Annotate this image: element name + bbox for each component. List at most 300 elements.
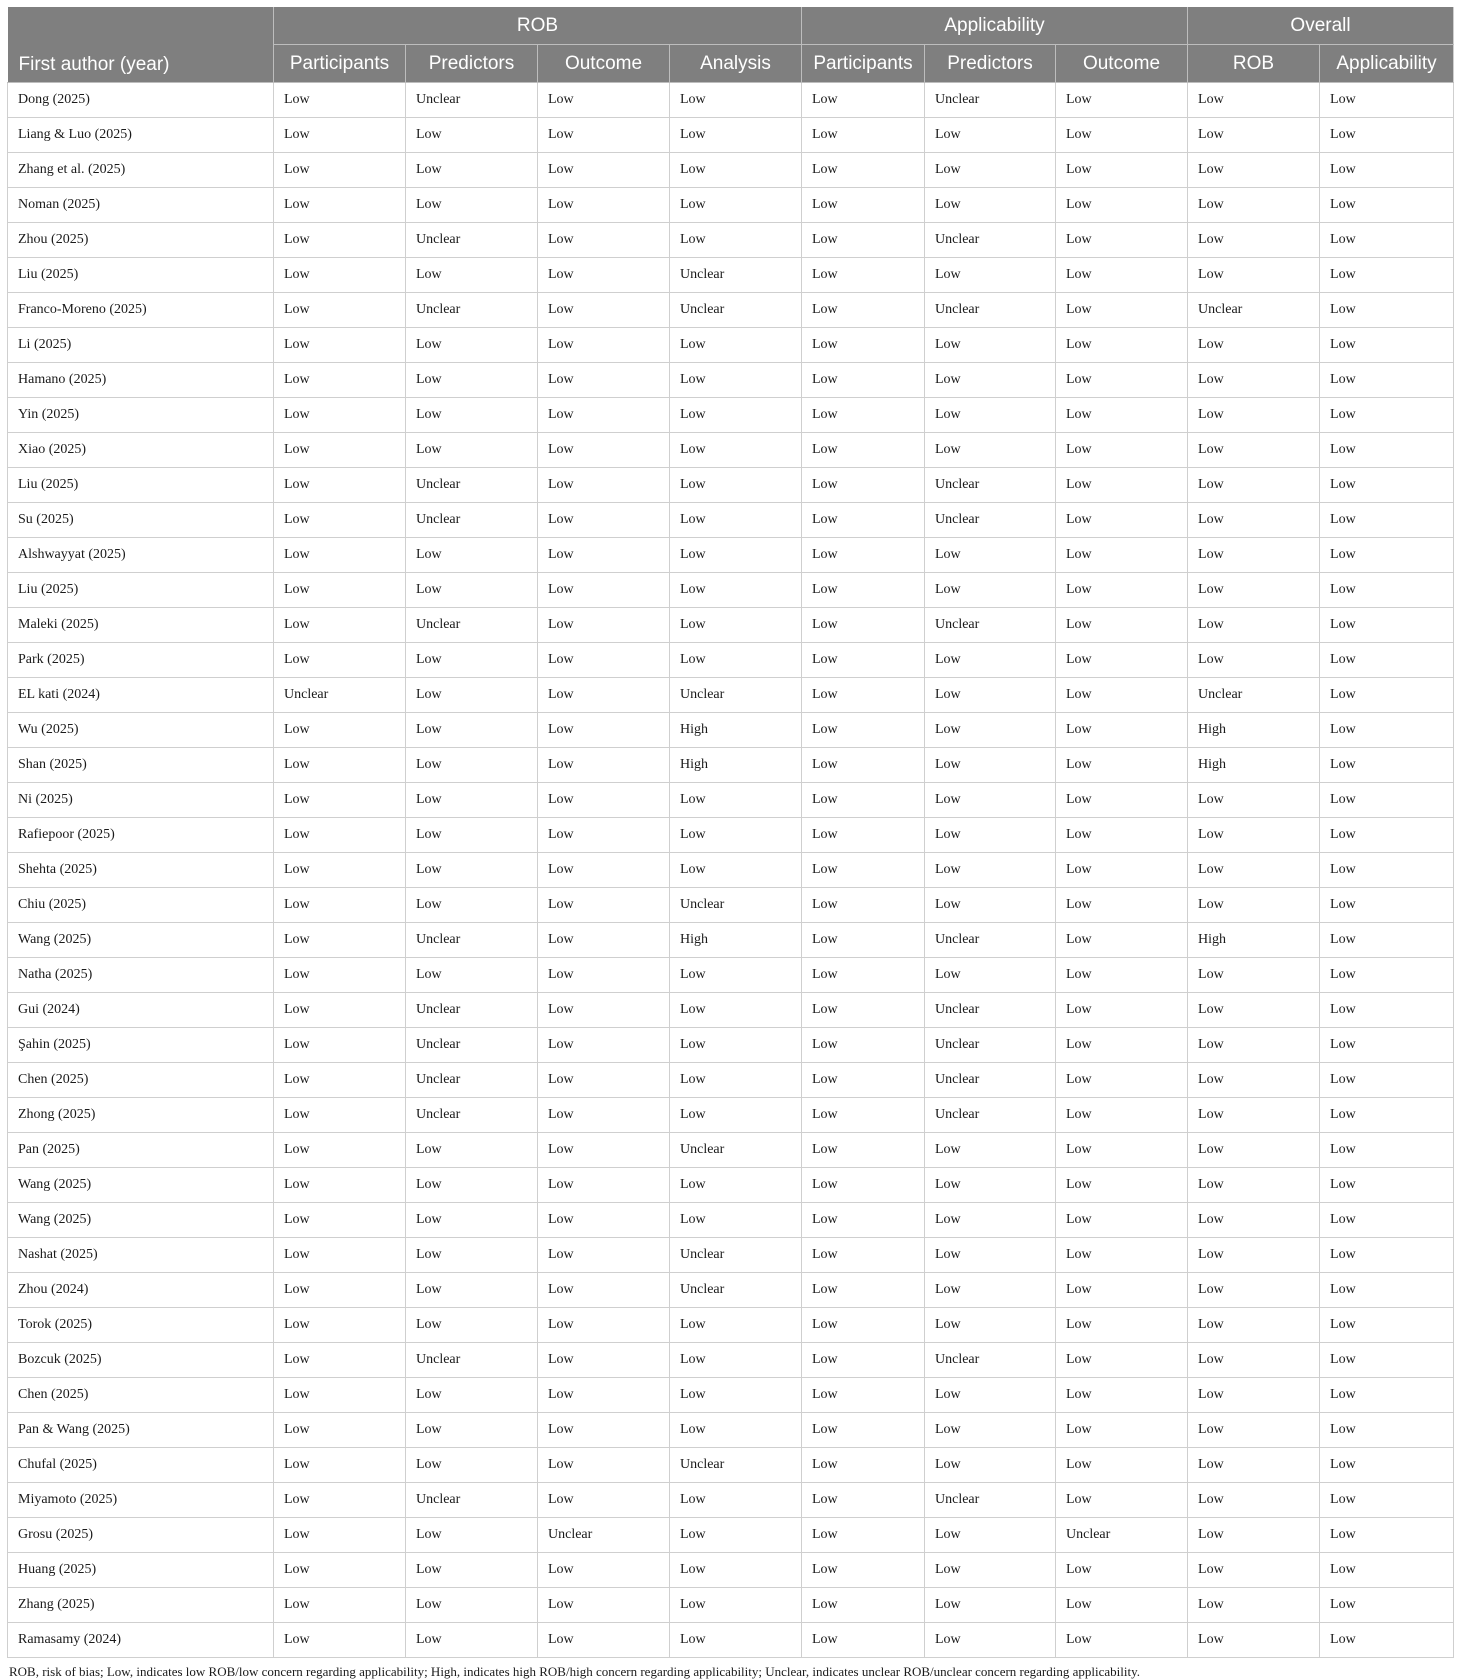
table-row [8, 258, 1454, 293]
cell-overall-applicability: Low [1320, 643, 1454, 678]
table-row [8, 678, 1454, 713]
cell-app-participants: Low [802, 1378, 925, 1413]
cell-rob-analysis: Low [670, 118, 802, 153]
table-row [8, 223, 1454, 258]
cell-overall-applicability: Low [1320, 1413, 1454, 1448]
cell-overall-applicability: Low [1320, 328, 1454, 363]
cell-overall-applicability: Low [1320, 888, 1454, 923]
cell-rob-analysis: Low [670, 1063, 802, 1098]
cell-app-predictors: Low [925, 643, 1056, 678]
cell-rob-participants: Low [274, 538, 406, 573]
cell-overall-applicability: Low [1320, 783, 1454, 818]
cell-rob-predictors: Low [406, 748, 538, 783]
cell-app-predictors: Unclear [925, 1028, 1056, 1063]
cell-rob-analysis: Low [670, 1413, 802, 1448]
table-row [8, 1168, 1454, 1203]
cell-app-participants: Low [802, 433, 925, 468]
table-row [8, 1343, 1454, 1378]
cell-rob-analysis: Low [670, 223, 802, 258]
cell-app-predictors: Low [925, 188, 1056, 223]
cell-rob-participants: Low [274, 818, 406, 853]
cell-app-predictors: Low [925, 888, 1056, 923]
table-row [8, 958, 1454, 993]
cell-first-author: Noman (2025) [8, 188, 274, 223]
cell-app-participants: Low [802, 853, 925, 888]
cell-overall-rob: Low [1188, 1588, 1320, 1623]
cell-app-predictors: Low [925, 1553, 1056, 1588]
cell-overall-rob: Low [1188, 363, 1320, 398]
cell-rob-participants: Low [274, 293, 406, 328]
cell-first-author: Shan (2025) [8, 748, 274, 783]
cell-rob-outcome: Low [538, 1623, 670, 1658]
cell-overall-applicability: Low [1320, 118, 1454, 153]
cell-app-outcome: Low [1056, 83, 1188, 118]
cell-rob-outcome: Low [538, 853, 670, 888]
cell-rob-outcome: Low [538, 958, 670, 993]
cell-app-outcome: Low [1056, 1098, 1188, 1133]
cell-overall-applicability: Low [1320, 503, 1454, 538]
cell-rob-predictors: Unclear [406, 1063, 538, 1098]
cell-rob-participants: Low [274, 1343, 406, 1378]
cell-first-author: Zhong (2025) [8, 1098, 274, 1133]
cell-first-author: Xiao (2025) [8, 433, 274, 468]
cell-first-author: Zhang (2025) [8, 1588, 274, 1623]
table-row [8, 1518, 1454, 1553]
table-row [8, 1378, 1454, 1413]
cell-overall-rob: Low [1188, 1623, 1320, 1658]
cell-overall-rob: Low [1188, 888, 1320, 923]
cell-app-outcome: Unclear [1056, 1518, 1188, 1553]
cell-rob-analysis: Unclear [670, 1448, 802, 1483]
cell-rob-analysis: Low [670, 1098, 802, 1133]
cell-app-participants: Low [802, 1448, 925, 1483]
cell-rob-predictors: Low [406, 1238, 538, 1273]
cell-overall-rob: Low [1188, 538, 1320, 573]
cell-overall-applicability: Low [1320, 608, 1454, 643]
cell-rob-participants: Low [274, 83, 406, 118]
cell-app-participants: Low [802, 678, 925, 713]
cell-rob-predictors: Low [406, 363, 538, 398]
cell-overall-rob: Low [1188, 398, 1320, 433]
cell-app-participants: Low [802, 1168, 925, 1203]
cell-overall-rob: Low [1188, 958, 1320, 993]
cell-app-outcome: Low [1056, 433, 1188, 468]
cell-first-author: Chen (2025) [8, 1063, 274, 1098]
cell-rob-predictors: Unclear [406, 923, 538, 958]
cell-rob-participants: Low [274, 608, 406, 643]
cell-rob-outcome: Low [538, 643, 670, 678]
cell-overall-applicability: Low [1320, 853, 1454, 888]
cell-app-outcome: Low [1056, 1413, 1188, 1448]
cell-overall-applicability: Low [1320, 1028, 1454, 1063]
cell-app-predictors: Unclear [925, 1098, 1056, 1133]
cell-first-author: Yin (2025) [8, 398, 274, 433]
cell-rob-analysis: Low [670, 1343, 802, 1378]
cell-app-predictors: Low [925, 1168, 1056, 1203]
cell-first-author: Grosu (2025) [8, 1518, 274, 1553]
cell-rob-predictors: Low [406, 1308, 538, 1343]
cell-overall-applicability: Low [1320, 1343, 1454, 1378]
cell-rob-analysis: Low [670, 1203, 802, 1238]
cell-overall-rob: Low [1188, 1343, 1320, 1378]
cell-overall-applicability: Low [1320, 1063, 1454, 1098]
cell-app-participants: Low [802, 538, 925, 573]
cell-first-author: Miyamoto (2025) [8, 1483, 274, 1518]
cell-rob-outcome: Low [538, 223, 670, 258]
cell-rob-predictors: Low [406, 1588, 538, 1623]
cell-overall-rob: Low [1188, 993, 1320, 1028]
header-overall-rob: ROB [1188, 45, 1320, 83]
cell-rob-predictors: Unclear [406, 1343, 538, 1378]
cell-overall-applicability: Low [1320, 993, 1454, 1028]
cell-app-outcome: Low [1056, 1168, 1188, 1203]
table-row [8, 468, 1454, 503]
cell-rob-outcome: Low [538, 783, 670, 818]
cell-app-participants: Low [802, 1553, 925, 1588]
table-row [8, 153, 1454, 188]
cell-overall-applicability: Low [1320, 1273, 1454, 1308]
cell-rob-predictors: Low [406, 818, 538, 853]
cell-app-predictors: Unclear [925, 503, 1056, 538]
cell-rob-participants: Unclear [274, 678, 406, 713]
table-body [8, 83, 1454, 1658]
cell-rob-analysis: High [670, 748, 802, 783]
cell-overall-rob: Low [1188, 643, 1320, 678]
cell-rob-outcome: Low [538, 1448, 670, 1483]
cell-rob-analysis: Low [670, 188, 802, 223]
cell-rob-outcome: Low [538, 328, 670, 363]
cell-first-author: Shehta (2025) [8, 853, 274, 888]
table-row [8, 363, 1454, 398]
cell-app-participants: Low [802, 643, 925, 678]
cell-rob-outcome: Low [538, 1273, 670, 1308]
cell-overall-applicability: Low [1320, 1553, 1454, 1588]
cell-overall-applicability: Low [1320, 1378, 1454, 1413]
cell-first-author: Ramasamy (2024) [8, 1623, 274, 1658]
cell-overall-rob: Low [1188, 118, 1320, 153]
cell-app-predictors: Unclear [925, 1343, 1056, 1378]
cell-rob-outcome: Low [538, 363, 670, 398]
cell-app-predictors: Unclear [925, 993, 1056, 1028]
cell-rob-outcome: Low [538, 993, 670, 1028]
cell-rob-outcome: Low [538, 1413, 670, 1448]
cell-rob-analysis: Unclear [670, 1133, 802, 1168]
cell-rob-predictors: Low [406, 888, 538, 923]
cell-first-author: Zhang et al. (2025) [8, 153, 274, 188]
cell-rob-outcome: Low [538, 1308, 670, 1343]
cell-app-participants: Low [802, 1028, 925, 1063]
cell-rob-participants: Low [274, 1623, 406, 1658]
cell-rob-participants: Low [274, 1168, 406, 1203]
cell-app-participants: Low [802, 188, 925, 223]
cell-overall-applicability: Low [1320, 258, 1454, 293]
cell-overall-applicability: Low [1320, 1448, 1454, 1483]
cell-app-outcome: Low [1056, 258, 1188, 293]
cell-rob-analysis: Unclear [670, 888, 802, 923]
cell-rob-predictors: Unclear [406, 608, 538, 643]
cell-rob-outcome: Low [538, 608, 670, 643]
cell-rob-analysis: Low [670, 573, 802, 608]
cell-rob-analysis: High [670, 923, 802, 958]
cell-app-participants: Low [802, 993, 925, 1028]
cell-rob-participants: Low [274, 1098, 406, 1133]
cell-app-participants: Low [802, 1273, 925, 1308]
cell-rob-predictors: Low [406, 398, 538, 433]
cell-first-author: Wang (2025) [8, 1203, 274, 1238]
cell-overall-rob: Low [1188, 223, 1320, 258]
cell-rob-analysis: Low [670, 1168, 802, 1203]
header-first-author: First author (year) [8, 7, 274, 83]
cell-first-author: Pan & Wang (2025) [8, 1413, 274, 1448]
header-group-overall: Overall [1188, 7, 1454, 45]
cell-rob-predictors: Low [406, 1448, 538, 1483]
cell-rob-outcome: Low [538, 678, 670, 713]
table-row [8, 853, 1454, 888]
cell-first-author: Pan (2025) [8, 1133, 274, 1168]
cell-rob-participants: Low [274, 748, 406, 783]
cell-rob-outcome: Low [538, 713, 670, 748]
table-row [8, 293, 1454, 328]
cell-overall-applicability: Low [1320, 538, 1454, 573]
cell-rob-predictors: Low [406, 1168, 538, 1203]
cell-first-author: Ni (2025) [8, 783, 274, 818]
cell-overall-applicability: Low [1320, 1238, 1454, 1273]
cell-app-participants: Low [802, 1133, 925, 1168]
table-row [8, 783, 1454, 818]
cell-overall-rob: Low [1188, 503, 1320, 538]
cell-app-outcome: Low [1056, 713, 1188, 748]
cell-first-author: Zhou (2024) [8, 1273, 274, 1308]
cell-app-predictors: Unclear [925, 468, 1056, 503]
cell-app-participants: Low [802, 888, 925, 923]
table-row [8, 1273, 1454, 1308]
cell-rob-outcome: Low [538, 188, 670, 223]
cell-overall-rob: Low [1188, 1133, 1320, 1168]
cell-overall-rob: Low [1188, 608, 1320, 643]
cell-rob-predictors: Low [406, 433, 538, 468]
cell-app-participants: Low [802, 293, 925, 328]
cell-app-participants: Low [802, 748, 925, 783]
cell-rob-outcome: Low [538, 818, 670, 853]
cell-overall-rob: Low [1188, 1378, 1320, 1413]
cell-rob-analysis: Low [670, 83, 802, 118]
cell-app-participants: Low [802, 468, 925, 503]
cell-first-author: Şahin (2025) [8, 1028, 274, 1063]
cell-rob-outcome: Low [538, 468, 670, 503]
table-row [8, 608, 1454, 643]
cell-app-outcome: Low [1056, 1203, 1188, 1238]
table-row [8, 1238, 1454, 1273]
cell-rob-outcome: Low [538, 258, 670, 293]
cell-first-author: Chen (2025) [8, 1378, 274, 1413]
cell-overall-rob: Low [1188, 258, 1320, 293]
cell-rob-predictors: Unclear [406, 293, 538, 328]
cell-rob-outcome: Low [538, 538, 670, 573]
cell-overall-rob: Low [1188, 1238, 1320, 1273]
cell-rob-analysis: Low [670, 153, 802, 188]
cell-overall-applicability: Low [1320, 83, 1454, 118]
cell-rob-analysis: Low [670, 433, 802, 468]
cell-overall-applicability: Low [1320, 713, 1454, 748]
table-row [8, 993, 1454, 1028]
cell-rob-analysis: Low [670, 503, 802, 538]
table-row [8, 1553, 1454, 1588]
table-row [8, 83, 1454, 118]
cell-app-predictors: Unclear [925, 1483, 1056, 1518]
cell-rob-predictors: Low [406, 1203, 538, 1238]
cell-rob-predictors: Low [406, 1518, 538, 1553]
cell-app-outcome: Low [1056, 153, 1188, 188]
cell-overall-rob: Unclear [1188, 293, 1320, 328]
table-row [8, 538, 1454, 573]
cell-rob-analysis: Low [670, 783, 802, 818]
cell-rob-predictors: Low [406, 643, 538, 678]
table-row [8, 1308, 1454, 1343]
cell-rob-analysis: Low [670, 538, 802, 573]
cell-rob-participants: Low [274, 643, 406, 678]
cell-rob-analysis: Unclear [670, 1273, 802, 1308]
cell-rob-participants: Low [274, 783, 406, 818]
header-group-applicability: Applicability [802, 7, 1188, 45]
cell-overall-rob: Low [1188, 328, 1320, 363]
cell-rob-outcome: Low [538, 503, 670, 538]
cell-app-outcome: Low [1056, 1483, 1188, 1518]
header-overall-applicability: Applicability [1320, 45, 1454, 83]
cell-overall-applicability: Low [1320, 398, 1454, 433]
cell-app-outcome: Low [1056, 1378, 1188, 1413]
rob-table-container [7, 7, 1453, 1680]
cell-app-predictors: Low [925, 1273, 1056, 1308]
cell-first-author: Wang (2025) [8, 923, 274, 958]
cell-app-predictors: Low [925, 1413, 1056, 1448]
cell-rob-predictors: Low [406, 573, 538, 608]
cell-rob-analysis: Low [670, 1483, 802, 1518]
cell-overall-applicability: Low [1320, 433, 1454, 468]
cell-rob-outcome: Low [538, 153, 670, 188]
cell-rob-analysis: Unclear [670, 1238, 802, 1273]
cell-rob-participants: Low [274, 1063, 406, 1098]
cell-app-predictors: Unclear [925, 923, 1056, 958]
cell-rob-participants: Low [274, 853, 406, 888]
cell-app-outcome: Low [1056, 1623, 1188, 1658]
cell-app-participants: Low [802, 1413, 925, 1448]
cell-app-participants: Low [802, 503, 925, 538]
cell-rob-predictors: Unclear [406, 468, 538, 503]
table-row [8, 1448, 1454, 1483]
cell-first-author: Natha (2025) [8, 958, 274, 993]
cell-rob-outcome: Low [538, 1203, 670, 1238]
table-row [8, 398, 1454, 433]
cell-app-predictors: Low [925, 1448, 1056, 1483]
cell-app-predictors: Low [925, 1133, 1056, 1168]
cell-app-predictors: Low [925, 153, 1056, 188]
cell-rob-participants: Low [274, 1483, 406, 1518]
cell-overall-applicability: Low [1320, 188, 1454, 223]
cell-app-outcome: Low [1056, 118, 1188, 153]
cell-rob-participants: Low [274, 398, 406, 433]
cell-rob-analysis: Low [670, 328, 802, 363]
table-footnote: ROB, risk of bias; Low, indicates low ROB/low concern regarding applicability; High, indicates high ROB/high concern regarding applicability; Unclear, indicates unclear ROB/unclear concern regarding applicability. [9, 1664, 1140, 1679]
cell-overall-rob: Low [1188, 1308, 1320, 1343]
header-rob-participants: Participants [274, 45, 406, 83]
cell-first-author: Alshwayyat (2025) [8, 538, 274, 573]
header-rob-predictors: Predictors [406, 45, 538, 83]
cell-overall-applicability: Low [1320, 293, 1454, 328]
cell-first-author: Wang (2025) [8, 1168, 274, 1203]
cell-overall-rob: Low [1188, 1553, 1320, 1588]
cell-rob-participants: Low [274, 223, 406, 258]
table-row [8, 888, 1454, 923]
cell-app-outcome: Low [1056, 363, 1188, 398]
cell-overall-rob: High [1188, 748, 1320, 783]
cell-rob-analysis: Low [670, 1308, 802, 1343]
cell-app-predictors: Low [925, 713, 1056, 748]
cell-rob-predictors: Low [406, 783, 538, 818]
cell-app-participants: Low [802, 923, 925, 958]
cell-rob-predictors: Low [406, 153, 538, 188]
cell-overall-applicability: Low [1320, 1623, 1454, 1658]
cell-overall-applicability: Low [1320, 678, 1454, 713]
cell-app-predictors: Low [925, 258, 1056, 293]
cell-first-author: Torok (2025) [8, 1308, 274, 1343]
cell-first-author: Huang (2025) [8, 1553, 274, 1588]
cell-rob-analysis: Low [670, 958, 802, 993]
cell-rob-outcome: Low [538, 1098, 670, 1133]
cell-rob-participants: Low [274, 1028, 406, 1063]
cell-rob-participants: Low [274, 888, 406, 923]
cell-rob-outcome: Low [538, 1028, 670, 1063]
cell-rob-analysis: Low [670, 1028, 802, 1063]
cell-rob-predictors: Low [406, 853, 538, 888]
cell-first-author: EL kati (2024) [8, 678, 274, 713]
cell-overall-applicability: Low [1320, 153, 1454, 188]
cell-app-outcome: Low [1056, 188, 1188, 223]
cell-rob-predictors: Low [406, 118, 538, 153]
cell-rob-participants: Low [274, 1588, 406, 1623]
cell-rob-participants: Low [274, 1553, 406, 1588]
cell-app-predictors: Low [925, 1203, 1056, 1238]
table-row [8, 1028, 1454, 1063]
cell-overall-rob: Low [1188, 853, 1320, 888]
header-rob-analysis: Analysis [670, 45, 802, 83]
cell-app-outcome: Low [1056, 538, 1188, 573]
cell-rob-outcome: Low [538, 1133, 670, 1168]
table-row [8, 188, 1454, 223]
table-row [8, 503, 1454, 538]
table-row [8, 748, 1454, 783]
cell-rob-participants: Low [274, 188, 406, 223]
cell-rob-predictors: Low [406, 538, 538, 573]
cell-app-predictors: Low [925, 853, 1056, 888]
cell-overall-applicability: Low [1320, 363, 1454, 398]
cell-rob-participants: Low [274, 993, 406, 1028]
risk-of-bias-table [7, 7, 1454, 1658]
cell-app-participants: Low [802, 1518, 925, 1553]
cell-rob-outcome: Low [538, 1168, 670, 1203]
cell-app-predictors: Unclear [925, 1063, 1056, 1098]
cell-app-participants: Low [802, 328, 925, 363]
cell-rob-outcome: Low [538, 398, 670, 433]
cell-first-author: Liu (2025) [8, 468, 274, 503]
cell-app-predictors: Unclear [925, 83, 1056, 118]
header-app-predictors: Predictors [925, 45, 1056, 83]
table-row [8, 1133, 1454, 1168]
cell-app-outcome: Low [1056, 643, 1188, 678]
cell-rob-analysis: Low [670, 853, 802, 888]
cell-app-participants: Low [802, 363, 925, 398]
cell-app-outcome: Low [1056, 678, 1188, 713]
cell-rob-participants: Low [274, 1203, 406, 1238]
